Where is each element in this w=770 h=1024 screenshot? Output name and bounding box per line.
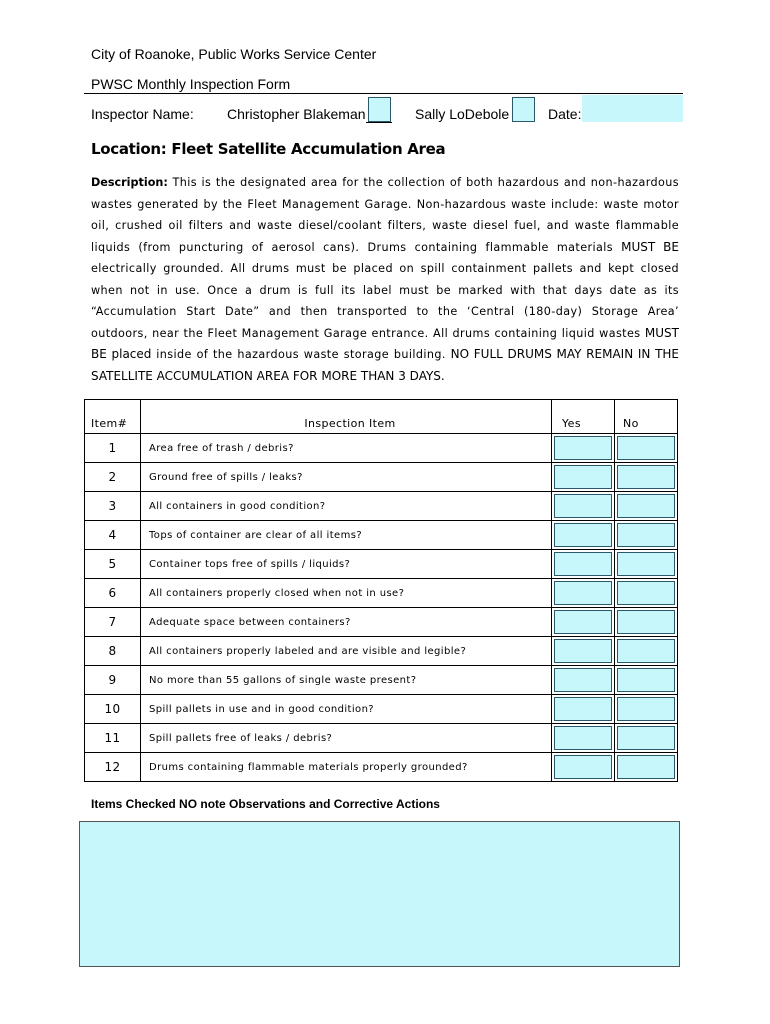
inspection-item: Adequate space between containers? bbox=[141, 608, 552, 637]
no-cell bbox=[615, 753, 678, 782]
col-inspection-header: Inspection Item bbox=[141, 400, 552, 434]
item-number: 6 bbox=[85, 579, 141, 608]
inspection-item: Ground free of spills / leaks? bbox=[141, 463, 552, 492]
item-number: 8 bbox=[85, 637, 141, 666]
table-row bbox=[85, 463, 678, 492]
inspection-table bbox=[84, 399, 678, 782]
inspector-1-underline bbox=[366, 122, 392, 123]
no-cell bbox=[615, 695, 678, 724]
yes-cell bbox=[552, 724, 615, 753]
no-checkbox[interactable] bbox=[617, 436, 675, 460]
yes-cell bbox=[552, 579, 615, 608]
form-title: PWSC Monthly Inspection Form bbox=[91, 76, 291, 92]
inspection-item: Spill pallets in use and in good condition? bbox=[141, 695, 552, 724]
table-row bbox=[85, 434, 678, 463]
no-checkbox[interactable] bbox=[617, 552, 675, 576]
inspector-label: Inspector Name: bbox=[91, 106, 194, 122]
notes-field[interactable] bbox=[79, 821, 680, 967]
description-text-2: electrically grounded. All drums must be placed on spill containment pallets and kept closed when not in use. Once a drum is full its label must be marked with that days date as its “Accumulation Start Date” and then transported to the ‘Central (180-day) Storage Area’ outdoors, near the Fleet Management Garage entrance. All drums containing liquid wastes bbox=[91, 262, 679, 340]
inspector-1-label: Christopher Blakeman bbox=[227, 106, 366, 122]
inspector-2-checkbox[interactable] bbox=[512, 97, 535, 122]
col-item-header: Item# bbox=[85, 400, 141, 434]
no-cell bbox=[615, 579, 678, 608]
table-row bbox=[85, 753, 678, 782]
yes-cell bbox=[552, 753, 615, 782]
yes-checkbox[interactable] bbox=[554, 668, 612, 692]
item-number: 3 bbox=[85, 492, 141, 521]
yes-checkbox[interactable] bbox=[554, 552, 612, 576]
inspection-item: All containers properly labeled and are visible and legible? bbox=[141, 637, 552, 666]
item-number: 4 bbox=[85, 521, 141, 550]
inspection-item: Spill pallets free of leaks / debris? bbox=[141, 724, 552, 753]
yes-checkbox[interactable] bbox=[554, 523, 612, 547]
table-row bbox=[85, 666, 678, 695]
yes-checkbox[interactable] bbox=[554, 639, 612, 663]
inspection-item: All containers in good condition? bbox=[141, 492, 552, 521]
table-row bbox=[85, 550, 678, 579]
item-number: 7 bbox=[85, 608, 141, 637]
yes-checkbox[interactable] bbox=[554, 610, 612, 634]
notes-title: Items Checked NO note Observations and Corrective Actions bbox=[91, 797, 440, 811]
inspector-2-label: Sally LoDebole bbox=[415, 106, 510, 122]
no-checkbox[interactable] bbox=[617, 668, 675, 692]
table-row bbox=[85, 521, 678, 550]
table-header-row bbox=[85, 400, 678, 434]
date-field[interactable] bbox=[582, 95, 683, 122]
description-label: Description: bbox=[91, 176, 168, 189]
warning-text: NO FULL DRUMS MAY REMAIN IN THE SATELLITE ACCUMULATION AREA FOR MORE THAN 3 DAYS. bbox=[91, 347, 680, 383]
organization-name: City of Roanoke, Public Works Service Center bbox=[91, 46, 377, 62]
description bbox=[91, 172, 679, 387]
description-text-3: inside of the hazardous waste storage building. bbox=[156, 348, 446, 361]
no-cell bbox=[615, 637, 678, 666]
item-number: 5 bbox=[85, 550, 141, 579]
inspection-item: All containers properly closed when not in use? bbox=[141, 579, 552, 608]
item-number: 1 bbox=[85, 434, 141, 463]
no-cell bbox=[615, 521, 678, 550]
item-number: 2 bbox=[85, 463, 141, 492]
header-rule bbox=[84, 93, 683, 94]
yes-checkbox[interactable] bbox=[554, 465, 612, 489]
table-row bbox=[85, 492, 678, 521]
yes-checkbox[interactable] bbox=[554, 726, 612, 750]
yes-cell bbox=[552, 434, 615, 463]
date-label: Date: bbox=[548, 106, 582, 122]
no-cell bbox=[615, 608, 678, 637]
no-checkbox[interactable] bbox=[617, 697, 675, 721]
inspection-item: Drums containing flammable materials properly grounded? bbox=[141, 753, 552, 782]
yes-checkbox[interactable] bbox=[554, 436, 612, 460]
no-cell bbox=[615, 724, 678, 753]
must-be-placed-notice: MUST BE placed bbox=[91, 325, 679, 361]
yes-cell bbox=[552, 666, 615, 695]
col-yes-header: Yes bbox=[552, 400, 615, 434]
yes-cell bbox=[552, 695, 615, 724]
table-row bbox=[85, 695, 678, 724]
no-checkbox[interactable] bbox=[617, 494, 675, 518]
inspector-1-checkbox[interactable] bbox=[368, 97, 391, 122]
inspection-item: Container tops free of spills / liquids? bbox=[141, 550, 552, 579]
no-cell bbox=[615, 492, 678, 521]
no-checkbox[interactable] bbox=[617, 523, 675, 547]
description-text: This is the designated area for the collection of both hazardous and non-hazardous wastes generated by the Fleet Management Garage. Non-hazardous waste include: waste motor oil, crushed oil filters and waste diesel/coolant filters, waste diesel fuel, and waste flammable liquids (from puncturing of aerosol cans). Drums containing flammable materials bbox=[91, 176, 679, 254]
no-cell bbox=[615, 463, 678, 492]
table-row bbox=[85, 724, 678, 753]
yes-checkbox[interactable] bbox=[554, 494, 612, 518]
must-be-notice: MUST BE bbox=[621, 239, 679, 254]
yes-checkbox[interactable] bbox=[554, 697, 612, 721]
yes-checkbox[interactable] bbox=[554, 581, 612, 605]
location-title: Location: Fleet Satellite Accumulation Area bbox=[91, 140, 446, 158]
inspection-item: No more than 55 gallons of single waste present? bbox=[141, 666, 552, 695]
item-number: 10 bbox=[85, 695, 141, 724]
no-checkbox[interactable] bbox=[617, 726, 675, 750]
no-cell bbox=[615, 434, 678, 463]
item-number: 12 bbox=[85, 753, 141, 782]
yes-cell bbox=[552, 550, 615, 579]
no-checkbox[interactable] bbox=[617, 581, 675, 605]
table-row bbox=[85, 579, 678, 608]
col-no-header: No bbox=[615, 400, 678, 434]
no-checkbox[interactable] bbox=[617, 755, 675, 779]
no-checkbox[interactable] bbox=[617, 610, 675, 634]
no-checkbox[interactable] bbox=[617, 639, 675, 663]
yes-cell bbox=[552, 463, 615, 492]
no-cell bbox=[615, 666, 678, 695]
no-cell bbox=[615, 550, 678, 579]
item-number: 11 bbox=[85, 724, 141, 753]
yes-cell bbox=[552, 608, 615, 637]
inspection-item: Tops of container are clear of all items? bbox=[141, 521, 552, 550]
item-number: 9 bbox=[85, 666, 141, 695]
yes-cell bbox=[552, 521, 615, 550]
yes-cell bbox=[552, 637, 615, 666]
yes-checkbox[interactable] bbox=[554, 755, 612, 779]
yes-cell bbox=[552, 492, 615, 521]
table-row bbox=[85, 608, 678, 637]
table-row bbox=[85, 637, 678, 666]
inspection-item: Area free of trash / debris? bbox=[141, 434, 552, 463]
no-checkbox[interactable] bbox=[617, 465, 675, 489]
